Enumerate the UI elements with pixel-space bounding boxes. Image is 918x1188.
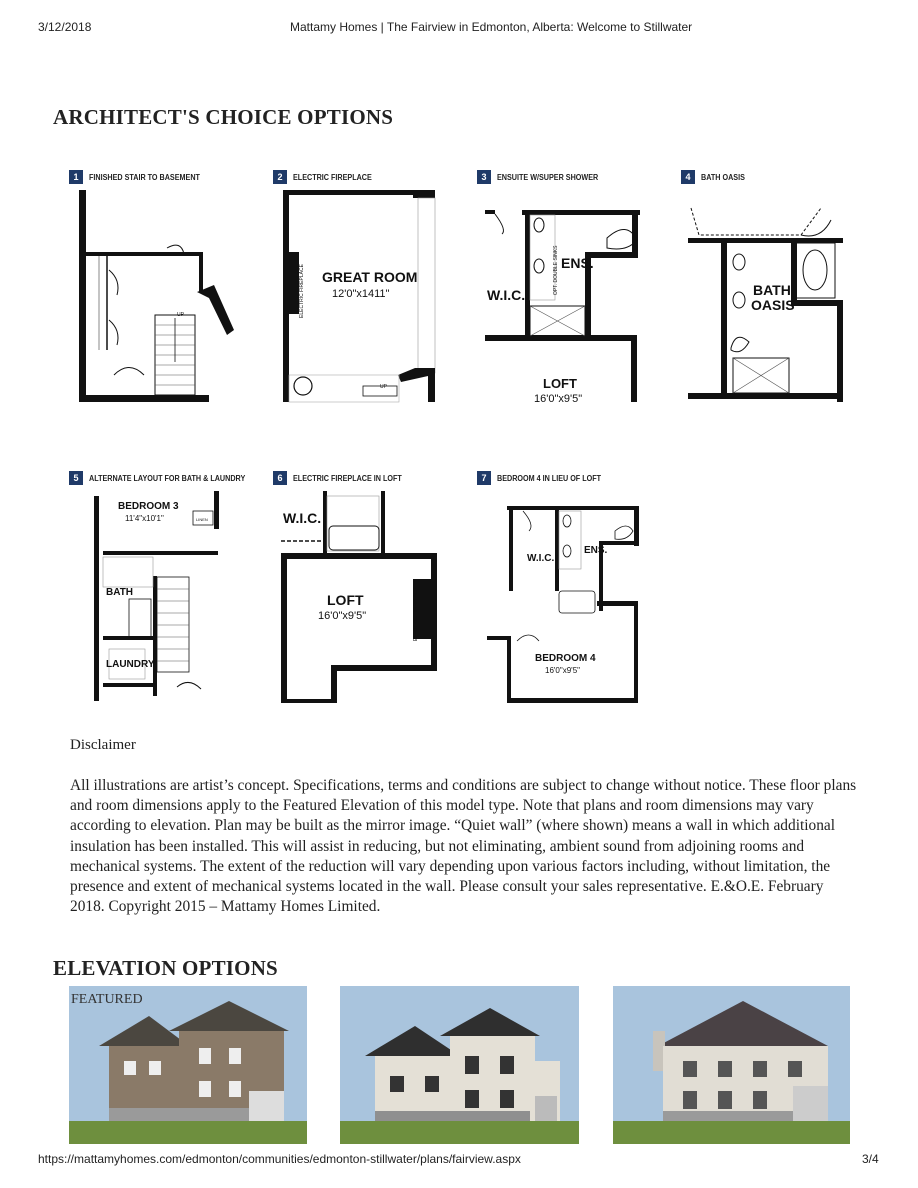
page-title: Mattamy Homes | The Fairview in Edmonton, Alberta: Welcome to Stillwater xyxy=(290,20,693,34)
room-name: W.I.C. xyxy=(487,287,526,303)
option-label: FINISHED STAIR TO BASEMENT xyxy=(89,172,200,182)
room-size: 16'0"x9'5" xyxy=(318,610,367,622)
option-bath-oasis xyxy=(681,170,846,415)
floorplan-drawing xyxy=(273,491,438,706)
floorplan-drawing xyxy=(69,491,244,706)
linen-label: LINEN xyxy=(196,517,208,522)
option-bedroom-4 xyxy=(477,471,642,716)
featured-label: FEATURED xyxy=(71,992,143,1007)
option-number: 1 xyxy=(69,170,83,184)
room-name: BATH xyxy=(106,587,134,598)
sink-label: OPT. DOUBLE SINKS xyxy=(553,245,559,295)
option-label: BEDROOM 4 IN LIEU OF LOFT xyxy=(497,473,602,483)
room-label: UP xyxy=(177,312,184,318)
floorplan-drawing xyxy=(477,190,642,405)
option-number: 3 xyxy=(477,170,491,184)
option-electric-fireplace xyxy=(273,170,438,415)
architect-heading: ARCHITECT'S CHOICE OPTIONS xyxy=(53,105,394,129)
disclaimer-text: All illustrations are artist’s concept. Specifications, terms and conditions are subject to change without notice. These floor plans and room dimensions apply to the Featured Elevation of this model type. Note that plans and room dimensions may vary according to elevation. Plan may be built as the mirror image. “Quiet wall” (where shown) means a wall in which additional insulation has been installed. This will assist in reducing, but not eliminating, ambient sound from adjoining rooms and mechanical systems. The extent of the reduction will vary depending upon various factors including, without limitation, the presence and extent of mechanical systems located in the wall. Please consult your sales representative. E.&O.E. February 2018. Copyright 2015 – Mattamy Homes Limited. xyxy=(70,777,857,916)
option-finished-stair xyxy=(69,170,234,415)
fireplace-label: ELECTRIC FIREPLACE xyxy=(299,264,305,318)
option-label: ENSUITE W/SUPER SHOWER xyxy=(497,172,599,182)
stair-label: UP xyxy=(380,384,387,390)
option-number: 5 xyxy=(69,471,83,485)
room-name: ENS. xyxy=(561,255,594,271)
room-name: BATH xyxy=(753,282,791,298)
room-name: LOFT xyxy=(327,592,364,608)
room-name: LOFT xyxy=(543,376,577,391)
option-number: 7 xyxy=(477,471,491,485)
option-ensuite-super-shower xyxy=(477,170,642,415)
fireplace-label: ELECTRIC FIREPLACE xyxy=(413,587,419,641)
room-size: 16'0"x9'5" xyxy=(545,666,580,675)
option-label: ELECTRIC FIREPLACE xyxy=(293,172,372,182)
room-name: OASIS xyxy=(751,297,795,313)
floorplan-drawing xyxy=(477,491,642,706)
option-fireplace-in-loft xyxy=(273,471,438,716)
floorplan-drawing xyxy=(273,190,438,405)
room-name: GREAT ROOM xyxy=(322,269,418,285)
elevation-image-3[interactable] xyxy=(613,986,850,1144)
floorplan-drawing xyxy=(681,190,846,405)
page-url[interactable]: https://mattamyhomes.com/edmonton/communities/edmonton-stillwater/plans/fairview.aspx xyxy=(38,1152,521,1166)
option-alternate-bath-laundry xyxy=(69,471,246,716)
print-date: 3/12/2018 xyxy=(38,20,92,34)
option-label: ALTERNATE LAYOUT FOR BATH & LAUNDRY xyxy=(89,473,246,483)
elevation-image-1[interactable] xyxy=(69,986,307,1144)
room-name: BEDROOM 3 xyxy=(118,501,179,512)
disclaimer-heading: Disclaimer xyxy=(70,737,136,753)
option-number: 4 xyxy=(681,170,695,184)
option-number: 2 xyxy=(273,170,287,184)
elevation-image-2[interactable] xyxy=(340,986,579,1144)
room-name: W.I.C. xyxy=(283,510,322,526)
room-size: 11'4"x10'1" xyxy=(125,514,164,523)
page-number: 3/4 xyxy=(862,1152,879,1166)
option-label: BATH OASIS xyxy=(701,172,745,182)
room-name: W.I.C. xyxy=(527,553,555,564)
room-name: ENS. xyxy=(584,545,608,556)
room-size: 12'0"x1411" xyxy=(332,288,390,300)
option-number: 6 xyxy=(273,471,287,485)
room-name: LAUNDRY xyxy=(106,659,155,670)
floorplan-drawing xyxy=(69,190,234,405)
option-label: ELECTRIC FIREPLACE IN LOFT xyxy=(293,473,402,483)
room-size: 16'0"x9'5" xyxy=(534,393,583,405)
elevation-heading: ELEVATION OPTIONS xyxy=(53,956,278,980)
room-name: BEDROOM 4 xyxy=(535,653,596,664)
